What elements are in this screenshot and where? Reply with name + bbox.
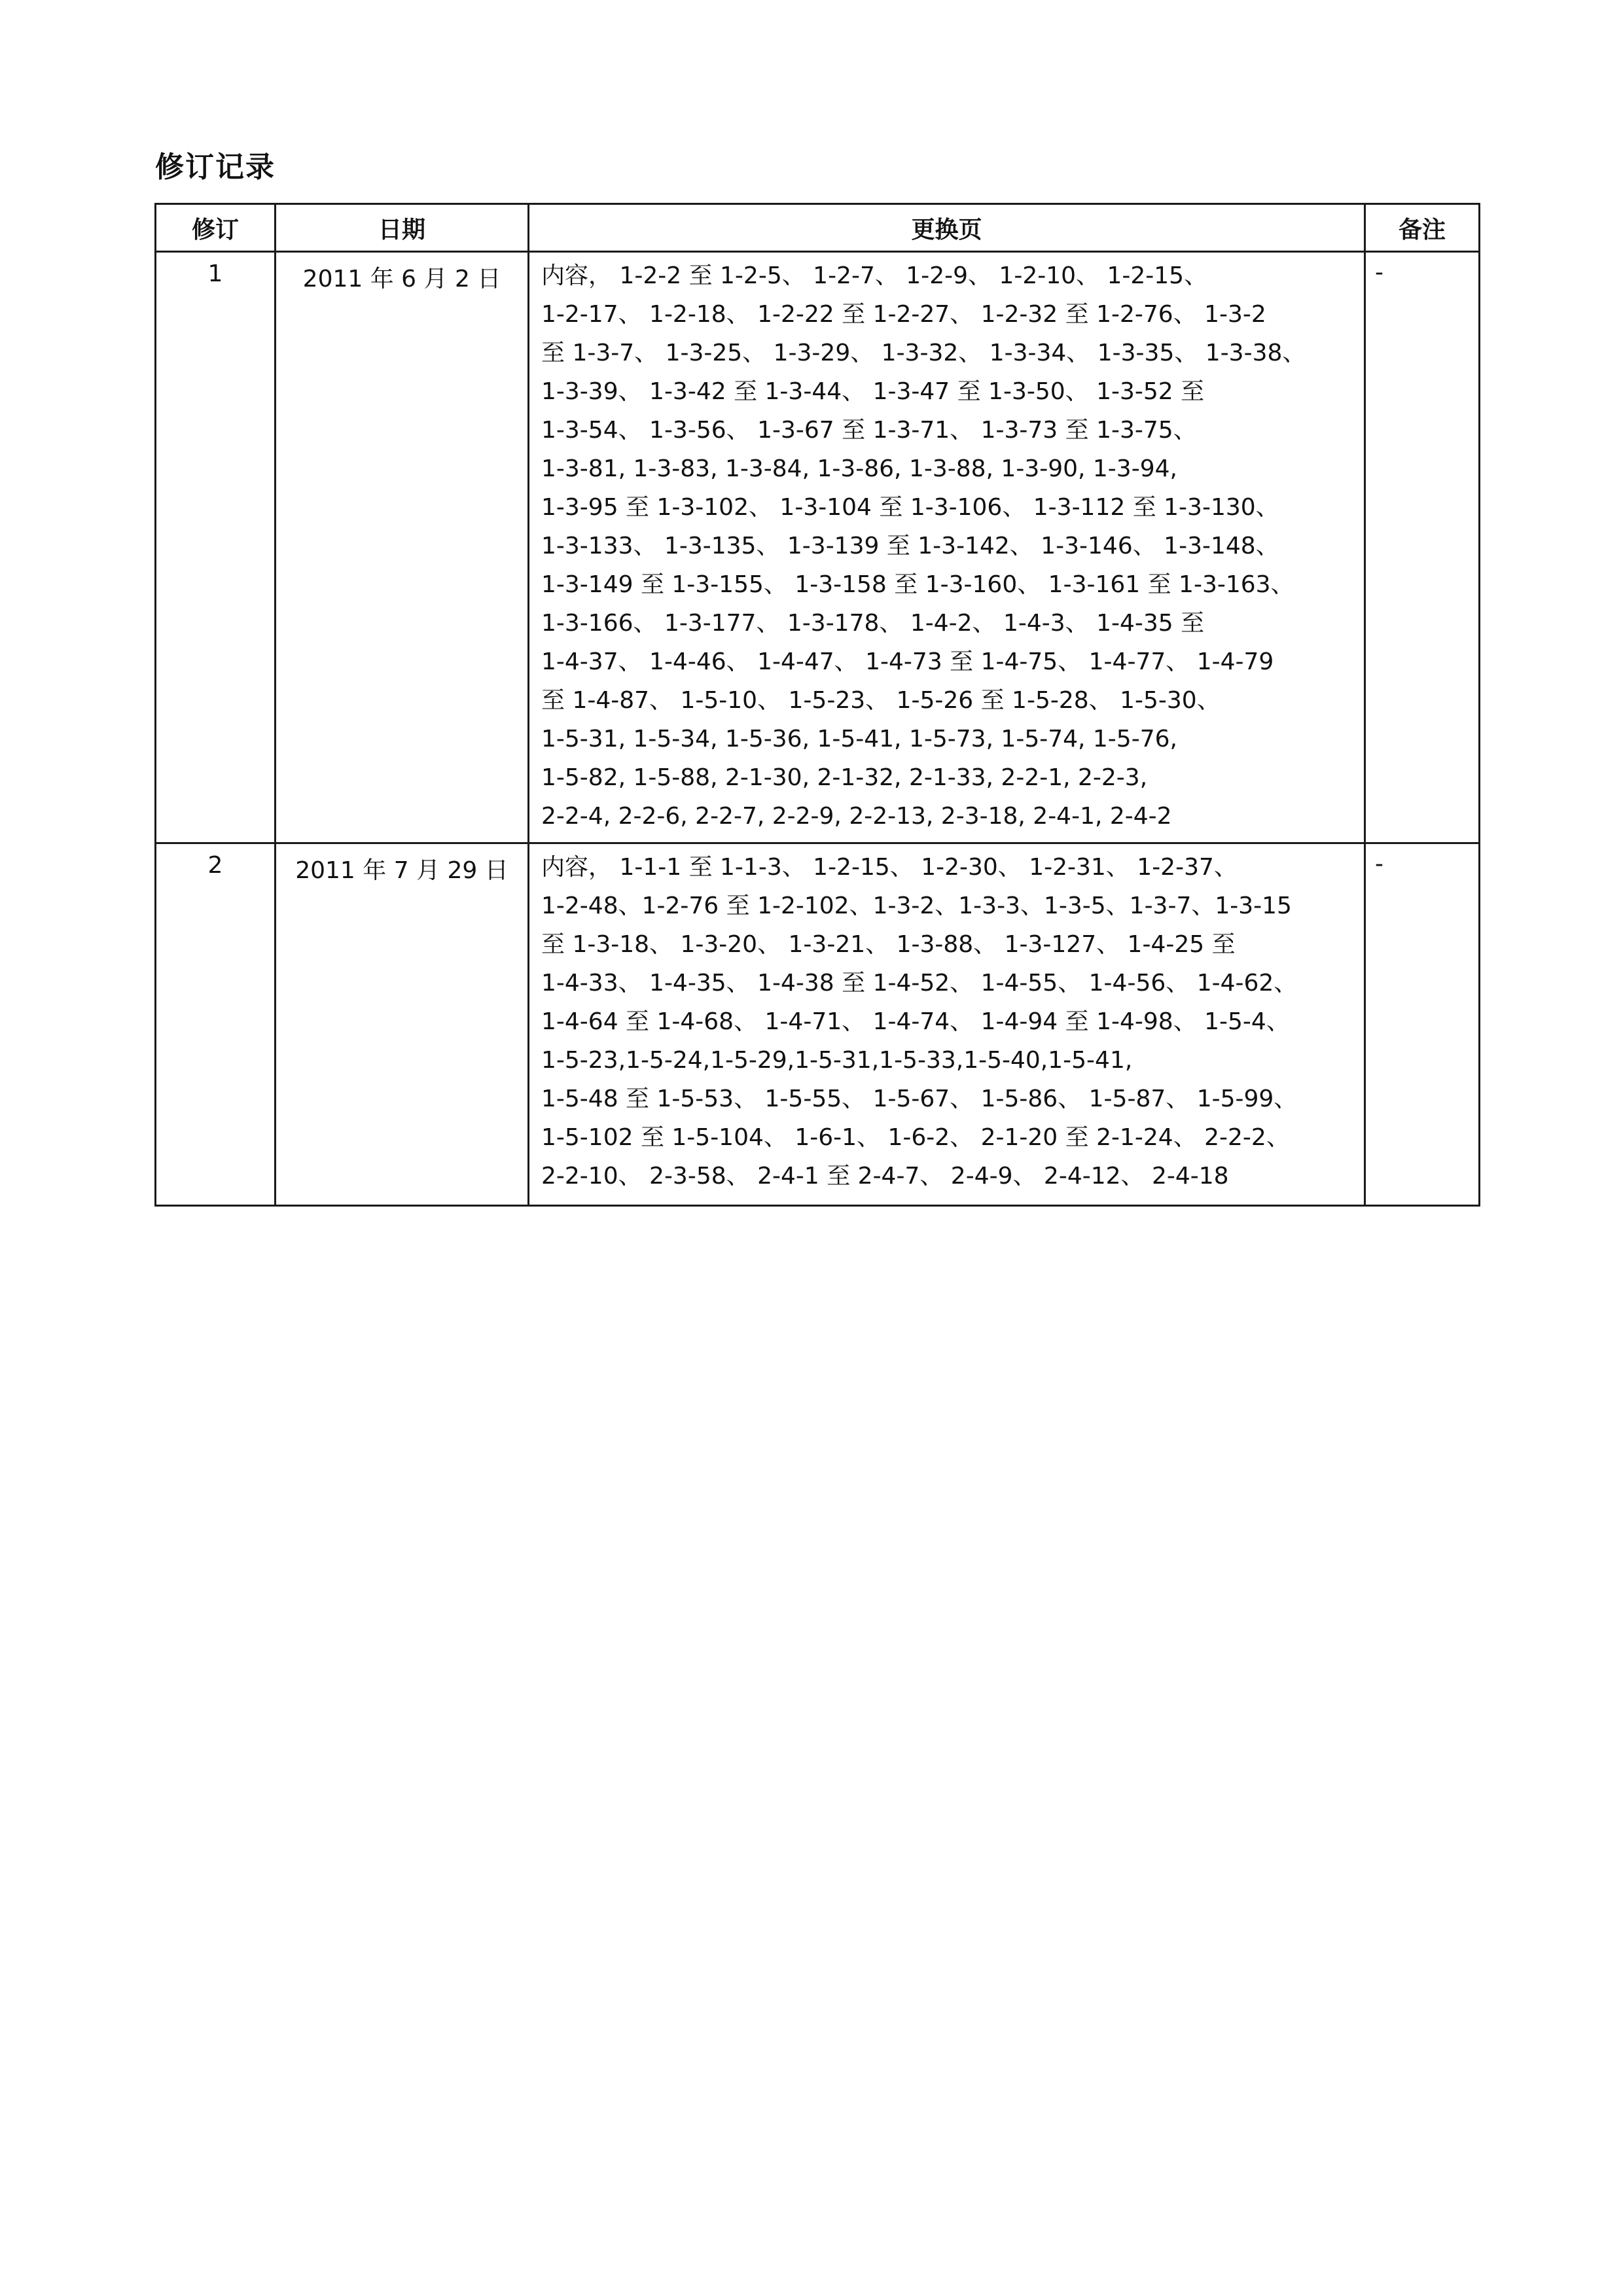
header-date: 日期 — [276, 204, 529, 252]
replaced-pages — [529, 843, 1365, 1206]
header-remarks: 备注 — [1365, 204, 1480, 252]
page-line: 内容， 1-1-1 至 1-1-3、 1-2-15、 1-2-30、 1-2-31、 1-2-37、 — [541, 854, 1238, 881]
page-line: 至 1-3-18、 1-3-20、 1-3-21、 1-3-88、 1-3-127、 1-4-25 至 — [541, 931, 1236, 958]
table-row — [156, 252, 1480, 843]
page-line: 1-3-133、 1-3-135、 1-3-139 至 1-3-142、 1-3-146、 1-3-148、 — [541, 533, 1279, 559]
page-line: 1-2-17、 1-2-18、 1-2-22 至 1-2-27、 1-2-32 至 1-2-76、 1-3-2 — [541, 301, 1266, 328]
page-line: 1-5-31, 1-5-34, 1-5-36, 1-5-41, 1-5-73, 1-5-74, 1-5-76, — [541, 726, 1177, 752]
revision-remark: - — [1365, 843, 1480, 1206]
page-title: 修订记录 — [155, 150, 276, 184]
header-pages: 更换页 — [529, 204, 1365, 252]
page-line: 1-5-102 至 1-5-104、 1-6-1、 1-6-2、 2-1-20 至 2-1-24、 2-2-2、 — [541, 1124, 1290, 1151]
header-revision: 修订 — [156, 204, 276, 252]
page-line: 至 1-3-7、 1-3-25、 1-3-29、 1-3-32、 1-3-34、 1-3-35、 1-3-38、 — [541, 340, 1306, 366]
page-line: 1-4-33、 1-4-35、 1-4-38 至 1-4-52、 1-4-55、 1-4-56、 1-4-62、 — [541, 970, 1298, 997]
table-row — [156, 843, 1480, 1206]
page-line: 2-2-4, 2-2-6, 2-2-7, 2-2-9, 2-2-13, 2-3-18, 2-4-1, 2-4-2 — [541, 803, 1172, 830]
page-line: 1-4-64 至 1-4-68、 1-4-71、 1-4-74、 1-4-94 至 1-4-98、 1-5-4、 — [541, 1008, 1290, 1035]
page-line: 1-5-82, 1-5-88, 2-1-30, 2-1-32, 2-1-33, 2-2-1, 2-2-3, — [541, 764, 1148, 791]
page-line: 1-3-39、 1-3-42 至 1-3-44、 1-3-47 至 1-3-50、 1-3-52 至 — [541, 378, 1205, 405]
page-line: 1-4-37、 1-4-46、 1-4-47、 1-4-73 至 1-4-75、 1-4-77、 1-4-79 — [541, 648, 1274, 675]
page-line: 1-3-54、 1-3-56、 1-3-67 至 1-3-71、 1-3-73 至 1-3-75、 — [541, 417, 1197, 444]
page-line: 1-3-95 至 1-3-102、 1-3-104 至 1-3-106、 1-3-112 至 1-3-130、 — [541, 494, 1279, 521]
page-line: 内容， 1-2-2 至 1-2-5、 1-2-7、 1-2-9、 1-2-10、 1-2-15、 — [541, 262, 1208, 289]
page-line: 1-3-81, 1-3-83, 1-3-84, 1-3-86, 1-3-88, 1-3-90, 1-3-94, — [541, 455, 1177, 482]
page-line: 至 1-4-87、 1-5-10、 1-5-23、 1-5-26 至 1-5-28、 1-5-30、 — [541, 687, 1221, 714]
table-header-row — [156, 204, 1480, 252]
revision-date: 2011 年 6 月 2 日 — [276, 252, 529, 843]
page-line: 2-2-10、 2-3-58、 2-4-1 至 2-4-7、 2-4-9、 2-4-12、 2-4-18 — [541, 1163, 1229, 1190]
revision-remark: - — [1365, 252, 1480, 843]
revision-table — [154, 203, 1480, 1207]
revision-date: 2011 年 7 月 29 日 — [276, 843, 529, 1206]
revision-number: 2 — [156, 843, 276, 1206]
page-line: 1-3-149 至 1-3-155、 1-3-158 至 1-3-160、 1-3-161 至 1-3-163、 — [541, 571, 1294, 598]
page-line: 1-2-48、1-2-76 至 1-2-102、1-3-2、1-3-3、1-3-5、1-3-7、1-3-15 — [541, 892, 1292, 919]
revision-number: 1 — [156, 252, 276, 843]
replaced-pages — [529, 252, 1365, 843]
page-line: 1-5-23,1-5-24,1-5-29,1-5-31,1-5-33,1-5-40,1-5-41, — [541, 1047, 1133, 1074]
page-line: 1-3-166、 1-3-177、 1-3-178、 1-4-2、 1-4-3、 1-4-35 至 — [541, 610, 1205, 637]
page-line: 1-5-48 至 1-5-53、 1-5-55、 1-5-67、 1-5-86、 1-5-87、 1-5-99、 — [541, 1086, 1298, 1112]
